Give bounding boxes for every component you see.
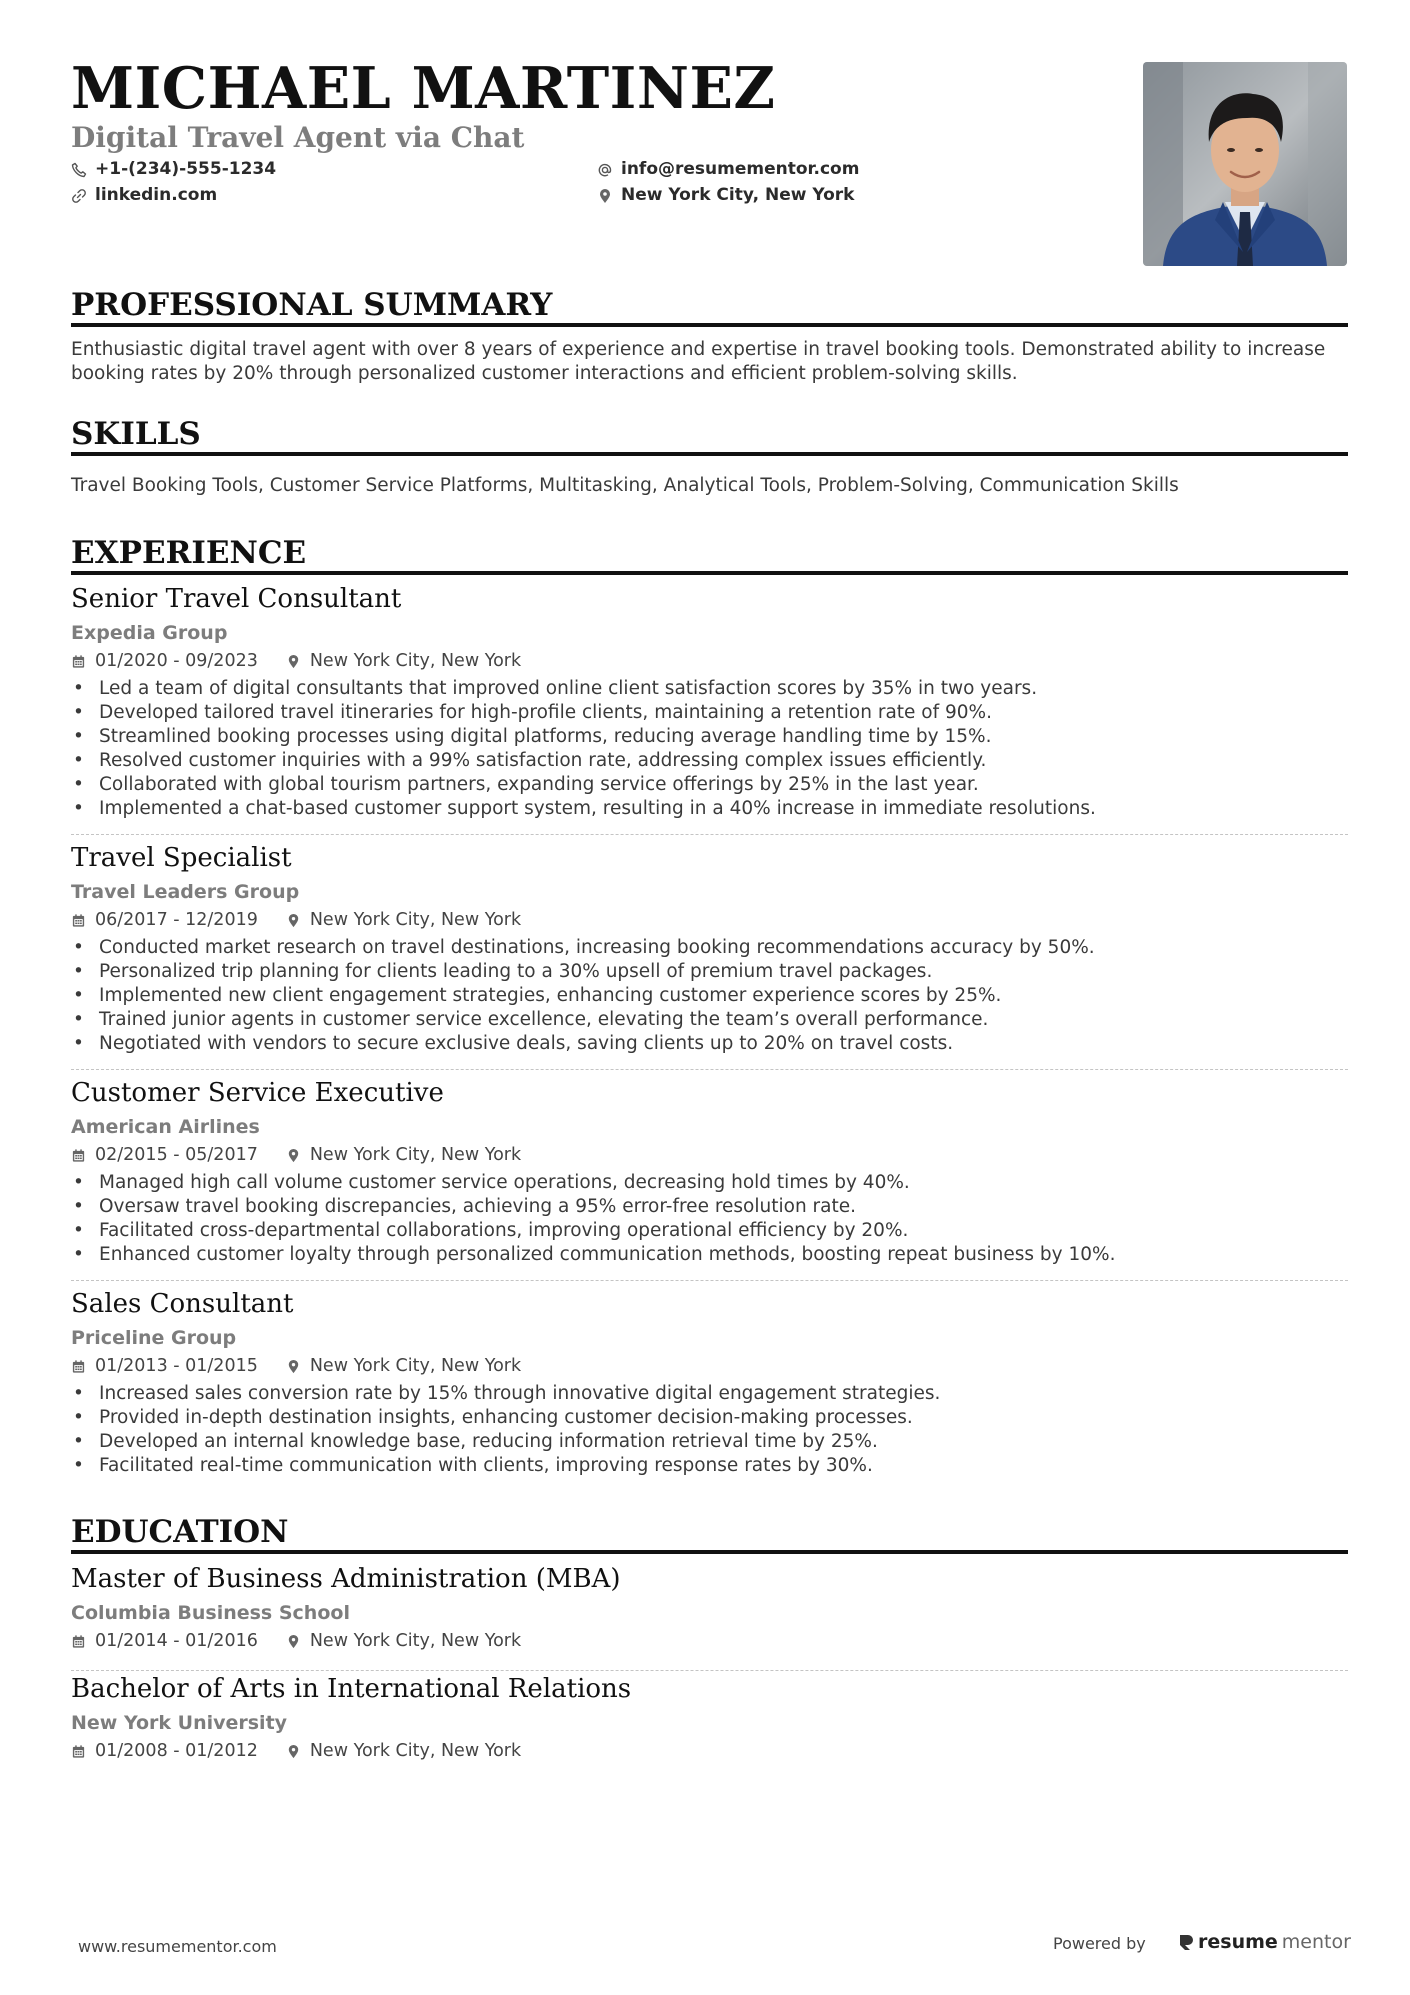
entry-divider [71, 1280, 1348, 1281]
calendar-icon [71, 1634, 86, 1649]
experience-entry [71, 1078, 1348, 1267]
phone-icon [71, 162, 87, 178]
section-heading-experience: EXPERIENCE [71, 536, 1348, 575]
bullet-list [71, 677, 1348, 821]
contact-linkedin[interactable] [71, 187, 217, 204]
bullet-item: • Personalized trip planning for clients leading to a 30% upsell of premium travel packages. [71, 960, 1348, 984]
candidate-name: MICHAEL MARTINEZ [71, 55, 776, 122]
contact-location [597, 187, 854, 204]
brand-text-light: mentor [1281, 1931, 1351, 1953]
resumementor-logo[interactable] [1178, 1931, 1351, 1953]
footer-website-link[interactable]: www.resumementor.com [78, 1937, 277, 1956]
bullet-item: • Developed tailored travel itineraries for high-profile clients, maintaining a retention rate of 90%. [71, 701, 1348, 725]
calendar-icon [71, 1359, 86, 1374]
map-pin-icon [286, 1744, 301, 1759]
education-entry [71, 1674, 1348, 1762]
link-icon [71, 188, 87, 204]
degree-title: Bachelor of Arts in International Relations [71, 1674, 632, 1704]
degree-title: Master of Business Administration (MBA) [71, 1564, 621, 1594]
section-heading-summary: PROFESSIONAL SUMMARY [71, 288, 1348, 327]
bullet-item: • Led a team of digital consultants that improved online client satisfaction scores by 35% in two years. [71, 677, 1348, 701]
entry-divider [71, 1069, 1348, 1070]
bullet-item: • Oversaw travel booking discrepancies, achieving a 95% error-free resolution rate. [71, 1195, 1348, 1219]
entry-divider [71, 1670, 1348, 1671]
skills-text: Travel Booking Tools, Customer Service Platforms, Multitasking, Analytical Tools, Problem-Solving, Communication Skills [71, 475, 1179, 496]
date-range: 01/2013 - 01/2015 [95, 1356, 258, 1376]
portrait-illustration [1143, 62, 1347, 266]
bullet-item: • Provided in-depth destination insights, enhancing customer decision-making processes. [71, 1406, 1348, 1430]
experience-entry [71, 1289, 1348, 1478]
bullet-list [71, 1382, 1348, 1478]
powered-by-label: Powered by [1053, 1934, 1146, 1953]
bullet-item: • Streamlined booking processes using digital platforms, reducing average handling time by 15%. [71, 725, 1348, 749]
entry-meta [71, 909, 1348, 931]
date-range: 01/2014 - 01/2016 [95, 1631, 258, 1651]
experience-entry [71, 584, 1348, 821]
at-icon [597, 162, 613, 178]
entry-divider [71, 834, 1348, 835]
position-title: Customer Service Executive [71, 1078, 444, 1108]
calendar-icon [71, 1148, 86, 1163]
date-range: 01/2020 - 09/2023 [95, 651, 258, 671]
summary-text: Enthusiastic digital travel agent with over 8 years of experience and expertise in travel booking tools. Demonstrated ability to increase booking rates by 20% through personalized customer interactions and efficient problem-solving skills. [71, 339, 1326, 384]
company-name: American Airlines [71, 1116, 260, 1138]
date-range: 02/2015 - 05/2017 [95, 1145, 258, 1165]
linkedin-text: linkedin.com [95, 185, 218, 205]
map-pin-icon [597, 188, 613, 204]
position-title: Sales Consultant [71, 1289, 294, 1319]
company-name: Travel Leaders Group [71, 881, 300, 903]
section-heading-education: EDUCATION [71, 1515, 1348, 1554]
entry-meta [71, 1355, 1348, 1377]
calendar-icon [71, 913, 86, 928]
bullet-item: • Negotiated with vendors to secure exclusive deals, saving clients up to 20% on travel costs. [71, 1032, 1348, 1056]
bullet-item: • Managed high call volume customer service operations, decreasing hold times by 40%. [71, 1171, 1348, 1195]
school-name: Columbia Business School [71, 1602, 350, 1624]
map-pin-icon [286, 1359, 301, 1374]
bullet-item: • Implemented a chat-based customer support system, resulting in a 40% increase in immediate resolutions. [71, 797, 1348, 821]
bullet-list [71, 1171, 1348, 1267]
bullet-item: • Resolved customer inquiries with a 99% satisfaction rate, addressing complex issues efficiently. [71, 749, 1348, 773]
profile-photo [1143, 62, 1347, 266]
contact-email[interactable] [597, 161, 859, 178]
bullet-item: • Facilitated cross-departmental collaborations, improving operational efficiency by 20%. [71, 1219, 1348, 1243]
experience-entry [71, 843, 1348, 1056]
map-pin-icon [286, 654, 301, 669]
section-heading-skills: SKILLS [71, 417, 1348, 456]
company-name: Expedia Group [71, 622, 228, 644]
date-range: 01/2008 - 01/2012 [95, 1741, 258, 1761]
bullet-item: • Collaborated with global tourism partners, expanding service offerings by 25% in the last year. [71, 773, 1348, 797]
map-pin-icon [286, 1148, 301, 1163]
position-title: Travel Specialist [71, 843, 292, 873]
school-location: New York City, New York [309, 1741, 522, 1761]
bullet-item: • Enhanced customer loyalty through personalized communication methods, boosting repeat business by 10%. [71, 1243, 1348, 1267]
map-pin-icon [286, 913, 301, 928]
date-range: 06/2017 - 12/2019 [95, 910, 258, 930]
bullet-item: • Trained junior agents in customer service excellence, elevating the team’s overall performance. [71, 1008, 1348, 1032]
job-location: New York City, New York [309, 1145, 522, 1165]
entry-meta [71, 1144, 1348, 1166]
phone-text: +1-(234)-555-1234 [95, 159, 277, 179]
job-location: New York City, New York [309, 651, 522, 671]
brand-text-bold: resume [1198, 1931, 1278, 1953]
job-title: Digital Travel Agent via Chat [71, 121, 525, 154]
calendar-icon [71, 1744, 86, 1759]
entry-meta [71, 650, 1348, 672]
map-pin-icon [286, 1634, 301, 1649]
email-text: info@resumementor.com [621, 159, 860, 179]
position-title: Senior Travel Consultant [71, 584, 402, 614]
education-entry [71, 1564, 1348, 1652]
school-name: New York University [71, 1712, 288, 1734]
bullet-list [71, 936, 1348, 1056]
brand-mark-icon [1178, 1933, 1194, 1951]
calendar-icon [71, 654, 86, 669]
bullet-item: • Increased sales conversion rate by 15% through innovative digital engagement strategies. [71, 1382, 1348, 1406]
bullet-item: • Implemented new client engagement strategies, enhancing customer experience scores by 25%. [71, 984, 1348, 1008]
contact-phone [71, 161, 276, 178]
school-location: New York City, New York [309, 1631, 522, 1651]
bullet-item: • Developed an internal knowledge base, reducing information retrieval time by 25%. [71, 1430, 1348, 1454]
bullet-item: • Facilitated real-time communication with clients, improving response rates by 30%. [71, 1454, 1348, 1478]
entry-meta [71, 1740, 1348, 1762]
location-text: New York City, New York [621, 185, 855, 205]
entry-meta [71, 1630, 1348, 1652]
job-location: New York City, New York [309, 910, 522, 930]
bullet-item: • Conducted market research on travel destinations, increasing booking recommendations accuracy by 50%. [71, 936, 1348, 960]
job-location: New York City, New York [309, 1356, 522, 1376]
company-name: Priceline Group [71, 1327, 237, 1349]
